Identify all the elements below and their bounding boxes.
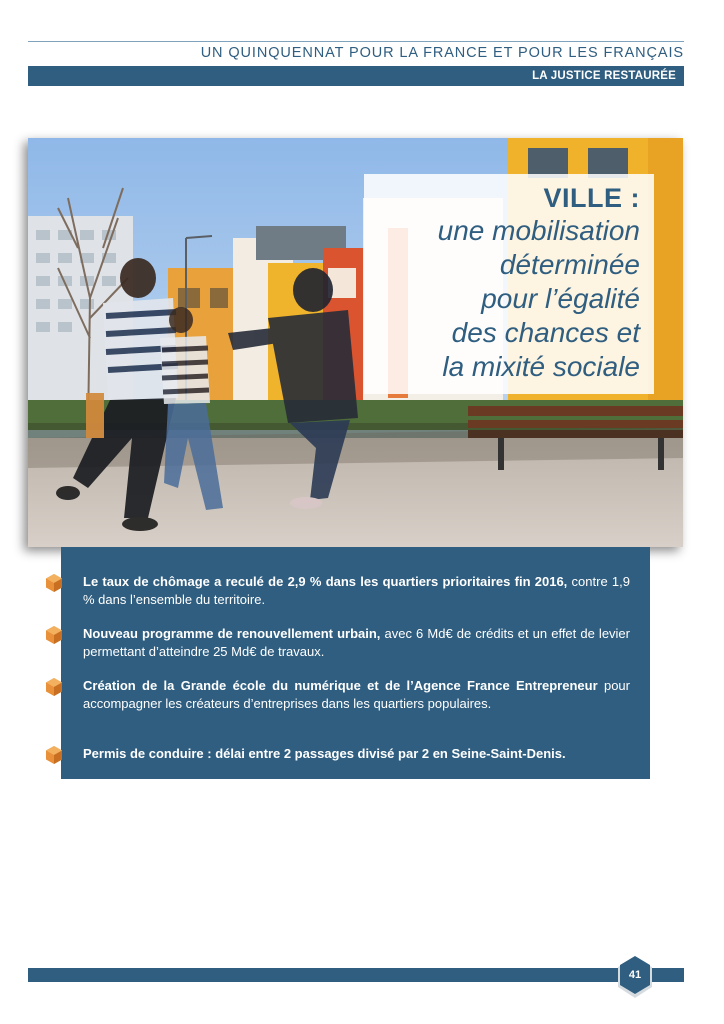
bullet-bold: Permis de conduire : délai entre 2 passages divisé par 2 en Seine-Saint-Denis. [83, 746, 566, 761]
header-rule [28, 41, 684, 42]
orange-hexagon-icon [44, 625, 64, 645]
bullet-body: contre 1,9 % dans l’ensemble du territoire. [83, 574, 630, 607]
page-number: 41 [628, 969, 642, 981]
bullet-text [83, 745, 630, 763]
hero-title: VILLE : [543, 183, 640, 213]
bullet-text [83, 625, 630, 661]
bullet-bold: Création de la Grande école du numérique et de l’Agence France Entrepreneur [83, 678, 598, 693]
hero-subtitle: une mobilisation déterminée pour l’égalité des chances et la mixité sociale [437, 215, 640, 382]
bullet-bold: Nouveau programme de renouvellement urbain, [83, 626, 381, 641]
footer-bar [28, 968, 684, 982]
orange-hexagon-icon [44, 573, 64, 593]
key-facts-panel [61, 547, 650, 779]
hero-title-box [364, 174, 654, 394]
orange-hexagon-icon [44, 677, 64, 697]
bullet-text [83, 677, 630, 713]
section-bar [28, 66, 684, 86]
hero-photo [28, 138, 683, 547]
bullet-text [83, 573, 630, 609]
section-label: LA JUSTICE RESTAURÉE [532, 70, 676, 82]
document-title: UN QUINQUENNAT POUR LA FRANCE ET POUR LES FRANÇAIS [200, 45, 684, 61]
bullet-body: pour accompagner les créateurs d’entreprises dans les quartiers populaires. [83, 678, 630, 711]
bullet-body: avec 6 Md€ de crédits et un effet de levier permettant d’atteindre 25 Md€ de travaux. [83, 626, 630, 659]
bullet-bold: Le taux de chômage a reculé de 2,9 % dans les quartiers prioritaires fin 2016, [83, 574, 568, 589]
orange-hexagon-icon [44, 745, 64, 765]
